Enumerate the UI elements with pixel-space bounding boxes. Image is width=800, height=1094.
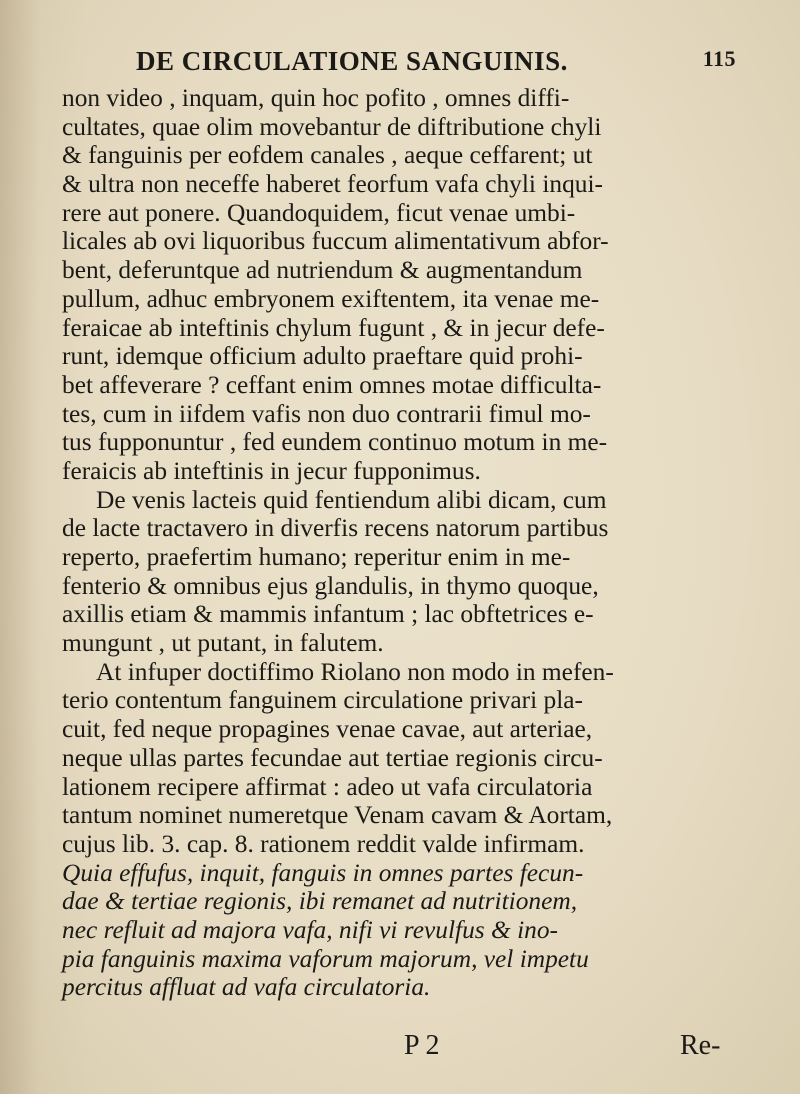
text-line: pullum, adhuc embryonem exiftentem, ita venae me-: [62, 284, 600, 313]
text-line: fenterio & omnibus ejus glandulis, in thymo quoque,: [62, 571, 599, 600]
running-head: [96, 42, 736, 82]
text-line: licales ab ovi liquoribus fuccum alimentativum abfor-: [62, 227, 609, 256]
text-line: feraicae ab inteftinis chylum fugunt , & in jecur defe-: [62, 313, 605, 342]
text-line: & fanguinis per eofdem canales , aeque ceffarent; ut: [62, 141, 593, 170]
text-line: tus fupponuntur , fed eundem continuo motum in me-: [62, 428, 608, 457]
text-line: runt, idemque officium adulto praeftare quid prohi-: [62, 342, 583, 371]
signature-mark: P 2: [404, 1030, 440, 1061]
text-line: de lacte tractavero in diverfis recens natorum partibus: [62, 514, 609, 543]
catchword: Re-: [680, 1030, 721, 1061]
text-line: & ultra non neceffe haberet feorfum vafa chyli inqui-: [62, 170, 603, 199]
text-line: At infuper doctiffimo Riolano non modo in mefen-: [96, 657, 614, 686]
text-line: De venis lacteis quid fentiendum alibi dicam, cum: [96, 485, 607, 514]
text-line: bent, deferuntque ad nutriendum & augmentandum: [62, 256, 583, 285]
running-title: DE CIRCULATIONE SANGUINIS.: [136, 46, 568, 76]
text-line: neque ullas partes fecundae aut tertiae regionis circu-: [62, 743, 603, 772]
text-line: cuit, fed neque propagines venae cavae, aut arteriae,: [62, 715, 593, 744]
text-line: bet affeverare ? ceffant enim omnes motae difficulta-: [62, 370, 602, 399]
text-line: percitus affluat ad vafa circulatoria.: [62, 973, 431, 1002]
text-line: tantum nominet numeretque Venam cavam & Aortam,: [62, 801, 613, 830]
text-line: dae & tertiae regionis, ibi remanet ad nutritionem,: [62, 887, 578, 916]
page-footer: [0, 1030, 800, 1064]
text-line: lationem recipere affirmat : adeo ut vafa circulatoria: [62, 772, 593, 801]
text-line: Quia effufus, inquit, fanguis in omnes partes fecun-: [62, 858, 584, 887]
text-line: rere aut ponere. Quandoquidem, ficut venae umbi-: [62, 198, 576, 227]
text-line: terio contentum fanguinem circulatione privari pla-: [62, 686, 584, 715]
text-line: mungunt , ut putant, in falutem.: [62, 629, 384, 658]
text-line: non video , inquam, quin hoc pofito , omnes diffi-: [62, 84, 570, 112]
text-line: cujus lib. 3. cap. 8. rationem reddit valde infirmam.: [62, 829, 585, 858]
text-line: pia fanguinis maxima vaforum majorum, vel impetu: [62, 944, 589, 973]
text-line: nec refluit ad majora vafa, nifi vi revulfus & ino-: [62, 915, 558, 944]
text-line: feraicis ab inteftinis in jecur fupponimus.: [62, 456, 481, 485]
text-line: axillis etiam & mammis infantum ; lac obftetrices e-: [62, 600, 594, 629]
body-text: [62, 84, 752, 1002]
text-line: cultates, quae olim movebantur de diftributione chyli: [62, 112, 602, 141]
text-line: tes, cum in iifdem vafis non duo contrarii fimul mo-: [62, 399, 591, 428]
page-number: 115: [702, 46, 736, 71]
text-line: reperto, praefertim humano; reperitur enim in me-: [62, 543, 571, 571]
